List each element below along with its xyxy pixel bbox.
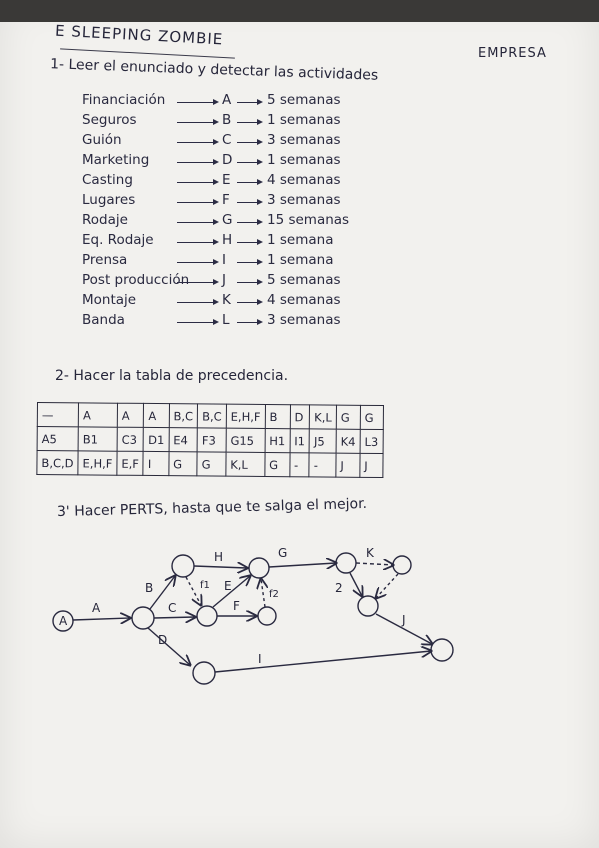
arrow-icon [177,142,217,143]
activity-name: Guión [82,132,122,148]
pert-diagram [0,530,599,700]
table-cell: B [265,404,290,428]
edge-h [194,566,247,568]
pert-node-4 [197,606,217,626]
activity-name: Casting [82,172,133,188]
step-1-heading: 1- Leer el enunciado y detectar las actividades [49,56,379,84]
table-cell: J5 [309,429,336,453]
activity-row [82,252,402,272]
pert-node-3 [172,555,194,577]
edge-f1 [186,577,201,605]
activity-code: A [222,92,232,108]
precedence-table [36,402,383,478]
activity-row [82,232,402,252]
arrow-icon [177,102,217,103]
activity-code: L [222,312,230,328]
pert-node-11 [193,662,215,684]
edge-a [73,618,130,620]
company-label: EMPRESA [478,46,547,61]
activity-row [82,172,402,192]
arrow-icon [237,202,261,203]
table-cell: G15 [226,428,265,452]
arrow-icon [237,302,261,303]
table-cell: - [309,453,336,477]
activity-row [82,92,402,112]
label-2: 2 [335,581,343,595]
table-row [37,403,383,430]
activity-code: F [222,192,230,208]
page-title: E SLEEPING ZOMBIE [54,21,224,49]
table-cell: G [265,452,290,476]
activity-row [82,312,402,332]
activity-duration: 1 semana [267,252,334,268]
table-cell: A [78,403,117,427]
label-c: C [168,601,177,615]
edge-d [148,628,190,665]
table-cell: K,L [310,405,337,429]
edge-i [215,651,431,672]
table-cell: C3 [117,427,144,451]
arrow-icon [177,262,217,263]
label-b: B [145,581,154,595]
arrow-icon [237,162,261,163]
activity-name: Montaje [82,292,137,308]
activity-name: Financiación [82,92,166,108]
table-cell: A5 [37,427,78,451]
label-g: G [278,546,288,560]
table-cell: B1 [78,427,117,451]
arrow-icon [237,182,261,183]
activity-duration: 5 semanas [267,272,341,288]
arrow-icon [237,122,261,123]
arrow-icon [177,302,217,303]
label-e: E [224,579,232,593]
activity-duration: 5 semanas [267,92,341,108]
activity-row [82,132,402,152]
activity-code: E [222,172,231,188]
activity-duration: 1 semana [267,232,334,248]
label-a: A [92,601,101,615]
table-cell: — [37,403,78,427]
arrow-icon [177,122,217,123]
table-cell: E,H,F [226,404,265,428]
label-d: D [158,633,168,647]
arrow-icon [177,242,217,243]
table-cell: D1 [144,427,169,451]
table-cell: H1 [265,428,290,452]
label-i: I [258,652,262,666]
edge-f2 [261,579,265,607]
edge-c [154,617,195,618]
step-3-heading: 3' Hacer PERTS, hasta que te salga el mejor. [56,495,368,521]
pert-start-label: A [59,614,68,628]
table-cell: B,C,D [37,451,78,475]
label-f2: f2 [269,589,279,600]
activity-code: H [222,232,233,248]
table-row [37,427,383,454]
activity-name: Banda [82,312,125,328]
arrow-icon [177,282,217,283]
activity-duration: 1 semanas [267,152,341,168]
label-j: J [402,613,406,627]
activity-duration: 3 semanas [267,192,341,208]
arrow-icon [237,222,261,223]
table-cell: I [143,451,168,475]
activity-row [82,272,402,292]
activity-duration: 15 semanas [267,212,350,228]
arrow-icon [177,202,217,203]
activity-code: J [222,272,226,288]
table-cell: E,H,F [78,451,117,475]
activity-code: C [222,132,232,148]
table-cell: D [290,405,310,429]
activity-row [82,212,402,232]
activity-name: Post producción [82,272,190,288]
pert-node-8 [393,556,411,574]
activity-code: K [222,292,231,308]
arrow-icon [237,282,261,283]
activity-row [82,192,402,212]
activity-duration: 3 semanas [267,312,341,328]
activity-code: D [222,152,233,168]
table-cell: G [336,405,360,429]
activity-row [82,292,402,312]
table-cell: J [360,453,383,477]
table-cell: I1 [290,429,310,453]
arrow-icon [177,322,217,323]
table-cell: G [197,452,226,476]
page-top-shadow [0,0,599,22]
edge-g [269,563,336,567]
activity-duration: 1 semanas [267,112,341,128]
activity-duration: 4 semanas [267,172,341,188]
activity-code: G [222,212,233,228]
activity-name: Seguros [82,112,137,128]
activity-duration: 3 semanas [267,132,341,148]
table-cell: K,L [226,452,265,476]
arrow-icon [237,242,261,243]
arrow-icon [237,102,261,103]
activity-name: Marketing [82,152,150,168]
pert-node-7 [336,553,356,573]
arrow-icon [237,322,261,323]
activity-name: Rodaje [82,212,128,228]
pert-node-9 [358,596,378,616]
arrow-icon [177,222,217,223]
label-f1: f1 [200,580,210,591]
activity-name: Lugares [82,192,136,208]
edge-dummy [376,574,398,598]
arrow-icon [237,262,261,263]
table-cell: K4 [336,429,360,453]
pert-node-10 [431,639,453,661]
pert-node-2 [132,607,154,629]
activity-name: Prensa [82,252,128,268]
table-cell: F3 [197,428,226,452]
table-cell: B,C [198,404,227,428]
label-h: H [214,550,224,564]
activity-row [82,152,402,172]
table-cell: A [144,403,169,427]
label-f: F [233,599,240,613]
table-cell: J [336,453,360,477]
table-cell: E,F [117,451,144,475]
table-row [37,451,383,478]
edge-k [356,563,393,565]
label-k: K [366,546,374,560]
activity-name: Eq. Rodaje [82,232,154,248]
step-2-heading: 2- Hacer la tabla de precedencia. [55,368,289,384]
edge-2 [350,573,362,596]
table-cell: A [117,403,144,427]
activity-duration: 4 semanas [267,292,341,308]
table-cell: G [169,452,198,476]
activity-code: I [222,252,226,268]
table-cell: - [289,453,309,477]
table-cell: L3 [360,429,383,453]
pert-node-5 [258,607,276,625]
arrow-icon [237,142,261,143]
activity-row [82,112,402,132]
arrow-icon [177,182,217,183]
table-cell: E4 [169,428,198,452]
pert-node-6 [249,558,269,578]
activity-code: B [222,112,232,128]
table-cell: G [360,405,383,429]
arrow-icon [177,162,217,163]
activity-list [82,92,402,332]
table-cell: B,C [169,404,198,428]
